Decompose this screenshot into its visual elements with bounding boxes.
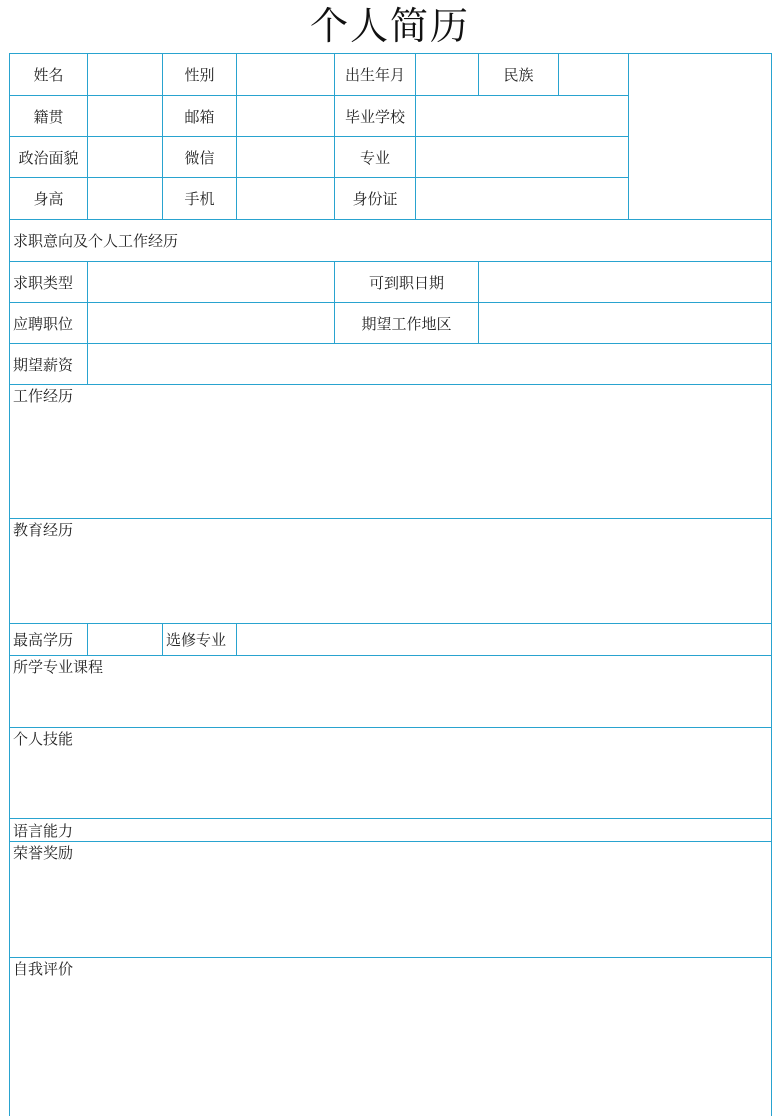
- birth-label: 出生年月: [334, 53, 415, 95]
- self-evaluation-label: 自我评价: [13, 960, 74, 978]
- id-card-value-cell[interactable]: [415, 177, 628, 219]
- location-value-cell[interactable]: [478, 302, 772, 343]
- minor-value-cell[interactable]: [236, 623, 772, 655]
- wechat-label: 微信: [162, 136, 236, 177]
- work-experience-cell[interactable]: [9, 384, 772, 518]
- native-place-label: 籍贯: [9, 95, 87, 136]
- email-label: 邮箱: [162, 95, 236, 136]
- highest-degree-value-cell[interactable]: [87, 623, 162, 655]
- ethnicity-label: 民族: [478, 53, 558, 95]
- highest-degree-label: 最高学历: [9, 623, 87, 655]
- work-experience-label: 工作经历: [13, 387, 74, 405]
- job-type-value-cell[interactable]: [87, 261, 334, 302]
- skills-label: 个人技能: [13, 730, 74, 748]
- political-status-label: 政治面貌: [9, 136, 87, 177]
- salary-value-cell[interactable]: [87, 343, 772, 384]
- height-label: 身高: [9, 177, 87, 219]
- job-type-label: 求职类型: [9, 261, 87, 302]
- available-date-value-cell[interactable]: [478, 261, 772, 302]
- self-evaluation-cell[interactable]: [9, 957, 772, 1116]
- available-date-label: 可到职日期: [334, 261, 478, 302]
- email-value-cell[interactable]: [236, 95, 334, 136]
- page-title: 个人简历: [309, 4, 470, 48]
- phone-value-cell[interactable]: [236, 177, 334, 219]
- honors-label: 荣誉奖励: [13, 844, 74, 862]
- birth-value-cell[interactable]: [415, 53, 478, 95]
- minor-label: 选修专业: [162, 623, 236, 655]
- gender-label: 性别: [162, 53, 236, 95]
- major-value-cell[interactable]: [415, 136, 628, 177]
- school-value-cell[interactable]: [415, 95, 628, 136]
- honors-cell[interactable]: [9, 841, 772, 957]
- name-value-cell[interactable]: [87, 53, 162, 95]
- native-place-value-cell[interactable]: [87, 95, 162, 136]
- id-card-label: 身份证: [334, 177, 415, 219]
- education-label: 教育经历: [13, 521, 74, 539]
- skills-cell[interactable]: [9, 727, 772, 818]
- courses-cell[interactable]: [9, 655, 772, 727]
- job-intention-section-title: 求职意向及个人工作经历: [9, 219, 772, 261]
- photo-cell[interactable]: [628, 53, 772, 219]
- ethnicity-value-cell[interactable]: [558, 53, 628, 95]
- wechat-value-cell[interactable]: [236, 136, 334, 177]
- political-status-value-cell[interactable]: [87, 136, 162, 177]
- salary-label: 期望薪资: [9, 343, 87, 384]
- courses-label: 所学专业课程: [13, 658, 104, 676]
- height-value-cell[interactable]: [87, 177, 162, 219]
- position-label: 应聘职位: [9, 302, 87, 343]
- school-label: 毕业学校: [334, 95, 415, 136]
- name-label: 姓名: [9, 53, 87, 95]
- location-label: 期望工作地区: [334, 302, 478, 343]
- phone-label: 手机: [162, 177, 236, 219]
- language-label: 语言能力: [13, 821, 74, 840]
- gender-value-cell[interactable]: [236, 53, 334, 95]
- language-cell[interactable]: [9, 818, 772, 841]
- major-label: 专业: [334, 136, 415, 177]
- position-value-cell[interactable]: [87, 302, 334, 343]
- education-cell[interactable]: [9, 518, 772, 623]
